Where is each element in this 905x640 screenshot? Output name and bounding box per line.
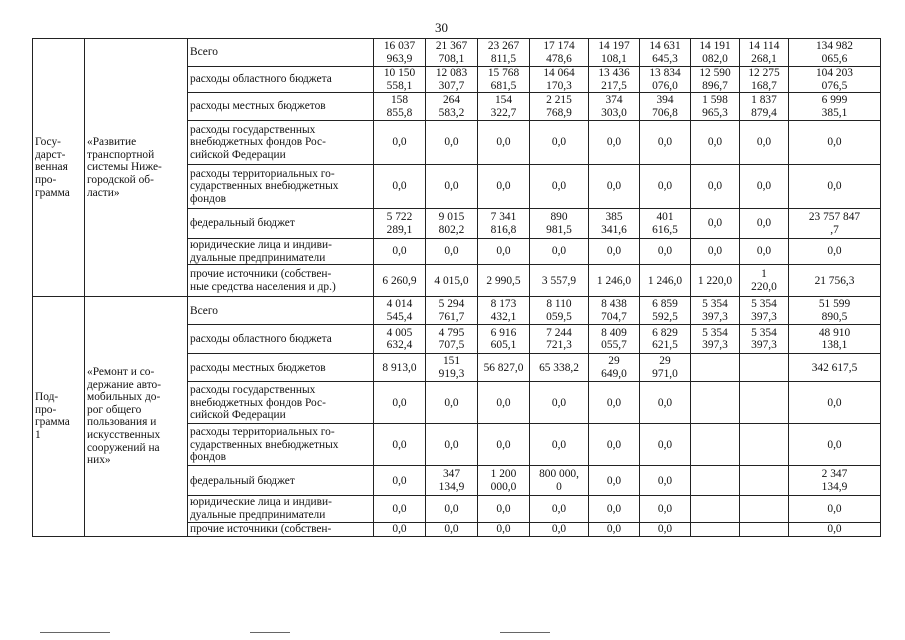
value-cell: 347 134,9: [426, 466, 478, 496]
value-cell: 0,0: [640, 466, 691, 496]
value-cell: 0,0: [589, 522, 640, 536]
value-cell: 0,0: [374, 466, 426, 496]
value-cell: 2 990,5: [478, 265, 530, 297]
total-value-cell: 0,0: [789, 522, 881, 536]
value-cell: 0,0: [478, 424, 530, 466]
value-cell: 0,0: [374, 239, 426, 265]
funding-source-cell: расходы государственных внебюджетных фондов Рос- сийской Федерации: [188, 121, 374, 165]
value-cell: 12 083 307,7: [426, 67, 478, 93]
value-cell: 8 110 059,5: [530, 297, 589, 325]
value-cell: [691, 522, 740, 536]
total-value-cell: 134 982 065,6: [789, 39, 881, 67]
value-cell: 29 971,0: [640, 354, 691, 382]
value-cell: 1 220,0: [740, 265, 789, 297]
funding-source-cell: юридические лица и индиви- дуальные предприниматели: [188, 239, 374, 265]
value-cell: 1 220,0: [691, 265, 740, 297]
value-cell: 0,0: [478, 496, 530, 522]
total-value-cell: 0,0: [789, 496, 881, 522]
program-name-cell: «Ремонт и со- держание авто- мобильных до- рог общего пользования и искусственных сооружений на них»: [85, 297, 188, 536]
value-cell: 5 354 397,3: [740, 297, 789, 325]
value-cell: 394 706,8: [640, 93, 691, 121]
total-value-cell: 21 756,3: [789, 265, 881, 297]
value-cell: 29 649,0: [589, 354, 640, 382]
value-cell: 3 557,9: [530, 265, 589, 297]
budget-table-body: [33, 39, 881, 537]
value-cell: 0,0: [426, 522, 478, 536]
value-cell: 0,0: [374, 121, 426, 165]
value-cell: 12 590 896,7: [691, 67, 740, 93]
value-cell: 0,0: [640, 496, 691, 522]
value-cell: 8 409 055,7: [589, 325, 640, 354]
funding-source-cell: расходы местных бюджетов: [188, 93, 374, 121]
footer-rule: [40, 632, 110, 633]
value-cell: 1 246,0: [589, 265, 640, 297]
funding-source-cell: расходы областного бюджета: [188, 325, 374, 354]
value-cell: 8 913,0: [374, 354, 426, 382]
value-cell: 1 598 965,3: [691, 93, 740, 121]
funding-source-cell: прочие источники (собствен-: [188, 522, 374, 536]
value-cell: 0,0: [426, 165, 478, 209]
value-cell: 0,0: [740, 165, 789, 209]
value-cell: 17 174 478,6: [530, 39, 589, 67]
value-cell: 0,0: [374, 382, 426, 424]
page-number: 30: [435, 20, 448, 35]
value-cell: 0,0: [530, 165, 589, 209]
value-cell: 0,0: [640, 424, 691, 466]
value-cell: [740, 496, 789, 522]
value-cell: 0,0: [589, 424, 640, 466]
value-cell: 5 354 397,3: [740, 325, 789, 354]
value-cell: 5 294 761,7: [426, 297, 478, 325]
total-value-cell: 2 347 134,9: [789, 466, 881, 496]
funding-source-cell: Всего: [188, 39, 374, 67]
value-cell: 0,0: [478, 382, 530, 424]
value-cell: 12 275 168,7: [740, 67, 789, 93]
value-cell: 4 015,0: [426, 265, 478, 297]
funding-source-cell: расходы территориальных го- сударственных внебюджетных фондов: [188, 165, 374, 209]
total-value-cell: 0,0: [789, 121, 881, 165]
total-value-cell: 0,0: [789, 165, 881, 209]
value-cell: 14 631 645,3: [640, 39, 691, 67]
value-cell: 6 859 592,5: [640, 297, 691, 325]
value-cell: 16 037 963,9: [374, 39, 426, 67]
value-cell: 0,0: [478, 239, 530, 265]
value-cell: [691, 466, 740, 496]
value-cell: 0,0: [589, 496, 640, 522]
value-cell: 2 215 768,9: [530, 93, 589, 121]
total-value-cell: 104 203 076,5: [789, 67, 881, 93]
program-type-cell: Госу- дарст- венная про- грамма: [33, 39, 85, 297]
value-cell: 0,0: [589, 121, 640, 165]
funding-source-cell: федеральный бюджет: [188, 209, 374, 239]
funding-source-cell: Всего: [188, 297, 374, 325]
value-cell: 0,0: [478, 165, 530, 209]
value-cell: 1 200 000,0: [478, 466, 530, 496]
value-cell: 15 768 681,5: [478, 67, 530, 93]
value-cell: 23 267 811,5: [478, 39, 530, 67]
value-cell: 13 834 076,0: [640, 67, 691, 93]
value-cell: 14 064 170,3: [530, 67, 589, 93]
value-cell: 4 795 707,5: [426, 325, 478, 354]
value-cell: 7 244 721,3: [530, 325, 589, 354]
funding-source-cell: прочие источники (собствен- ные средства населения и др.): [188, 265, 374, 297]
value-cell: 0,0: [374, 522, 426, 536]
value-cell: 0,0: [640, 382, 691, 424]
value-cell: 5 354 397,3: [691, 325, 740, 354]
value-cell: [691, 354, 740, 382]
value-cell: [740, 424, 789, 466]
value-cell: 0,0: [530, 239, 589, 265]
total-value-cell: 0,0: [789, 382, 881, 424]
value-cell: 0,0: [374, 165, 426, 209]
value-cell: [740, 522, 789, 536]
value-cell: 6 916 605,1: [478, 325, 530, 354]
value-cell: 158 855,8: [374, 93, 426, 121]
value-cell: [740, 354, 789, 382]
value-cell: 0,0: [530, 522, 589, 536]
footer-rule: [500, 632, 550, 633]
value-cell: 21 367 708,1: [426, 39, 478, 67]
funding-source-cell: расходы территориальных го- сударственных внебюджетных фондов: [188, 424, 374, 466]
program-name-cell: «Развитие транспортной системы Ниже- городской об- ласти»: [85, 39, 188, 297]
total-value-cell: 6 999 385,1: [789, 93, 881, 121]
value-cell: 9 015 802,2: [426, 209, 478, 239]
value-cell: 0,0: [640, 522, 691, 536]
program-type-cell: Под- про- грамма 1: [33, 297, 85, 536]
value-cell: 56 827,0: [478, 354, 530, 382]
value-cell: 1 246,0: [640, 265, 691, 297]
value-cell: 10 150 558,1: [374, 67, 426, 93]
value-cell: 264 583,2: [426, 93, 478, 121]
value-cell: 0,0: [740, 209, 789, 239]
value-cell: 0,0: [530, 121, 589, 165]
funding-source-cell: расходы местных бюджетов: [188, 354, 374, 382]
value-cell: 0,0: [691, 239, 740, 265]
value-cell: 0,0: [589, 165, 640, 209]
value-cell: 5 354 397,3: [691, 297, 740, 325]
value-cell: [691, 496, 740, 522]
value-cell: 0,0: [374, 424, 426, 466]
total-value-cell: 0,0: [789, 424, 881, 466]
value-cell: 0,0: [530, 424, 589, 466]
funding-source-cell: федеральный бюджет: [188, 466, 374, 496]
value-cell: 1 837 879,4: [740, 93, 789, 121]
footer-rule: [250, 632, 290, 633]
value-cell: 0,0: [640, 165, 691, 209]
value-cell: [691, 424, 740, 466]
value-cell: 0,0: [589, 382, 640, 424]
value-cell: 0,0: [691, 209, 740, 239]
budget-table: [32, 38, 881, 537]
value-cell: 151 919,3: [426, 354, 478, 382]
total-value-cell: 51 599 890,5: [789, 297, 881, 325]
value-cell: 14 114 268,1: [740, 39, 789, 67]
funding-source-cell: расходы областного бюджета: [188, 67, 374, 93]
value-cell: 0,0: [530, 496, 589, 522]
value-cell: 4 005 632,4: [374, 325, 426, 354]
table-row: [33, 39, 881, 67]
value-cell: 0,0: [530, 382, 589, 424]
value-cell: 6 829 621,5: [640, 325, 691, 354]
value-cell: 0,0: [740, 121, 789, 165]
value-cell: 0,0: [691, 165, 740, 209]
value-cell: 0,0: [478, 522, 530, 536]
value-cell: 0,0: [640, 121, 691, 165]
funding-source-cell: расходы государственных внебюджетных фондов Рос- сийской Федерации: [188, 382, 374, 424]
value-cell: 374 303,0: [589, 93, 640, 121]
value-cell: 800 000, 0: [530, 466, 589, 496]
value-cell: 0,0: [426, 121, 478, 165]
value-cell: 154 322,7: [478, 93, 530, 121]
value-cell: [740, 466, 789, 496]
value-cell: 0,0: [426, 424, 478, 466]
total-value-cell: 23 757 847 ,7: [789, 209, 881, 239]
value-cell: 0,0: [478, 121, 530, 165]
funding-source-cell: юридические лица и индиви- дуальные предприниматели: [188, 496, 374, 522]
value-cell: 0,0: [426, 239, 478, 265]
value-cell: 65 338,2: [530, 354, 589, 382]
value-cell: 5 722 289,1: [374, 209, 426, 239]
value-cell: 401 616,5: [640, 209, 691, 239]
value-cell: 4 014 545,4: [374, 297, 426, 325]
value-cell: [691, 382, 740, 424]
value-cell: [740, 382, 789, 424]
value-cell: 0,0: [374, 496, 426, 522]
value-cell: 0,0: [589, 466, 640, 496]
total-value-cell: 0,0: [789, 239, 881, 265]
value-cell: 890 981,5: [530, 209, 589, 239]
value-cell: 8 438 704,7: [589, 297, 640, 325]
value-cell: 0,0: [740, 239, 789, 265]
value-cell: 385 341,6: [589, 209, 640, 239]
value-cell: 8 173 432,1: [478, 297, 530, 325]
value-cell: 14 197 108,1: [589, 39, 640, 67]
value-cell: 0,0: [426, 496, 478, 522]
value-cell: 6 260,9: [374, 265, 426, 297]
total-value-cell: 48 910 138,1: [789, 325, 881, 354]
table-row: [33, 297, 881, 325]
value-cell: 13 436 217,5: [589, 67, 640, 93]
value-cell: 7 341 816,8: [478, 209, 530, 239]
value-cell: 0,0: [426, 382, 478, 424]
value-cell: 0,0: [589, 239, 640, 265]
total-value-cell: 342 617,5: [789, 354, 881, 382]
value-cell: 14 191 082,0: [691, 39, 740, 67]
value-cell: 0,0: [691, 121, 740, 165]
value-cell: 0,0: [640, 239, 691, 265]
